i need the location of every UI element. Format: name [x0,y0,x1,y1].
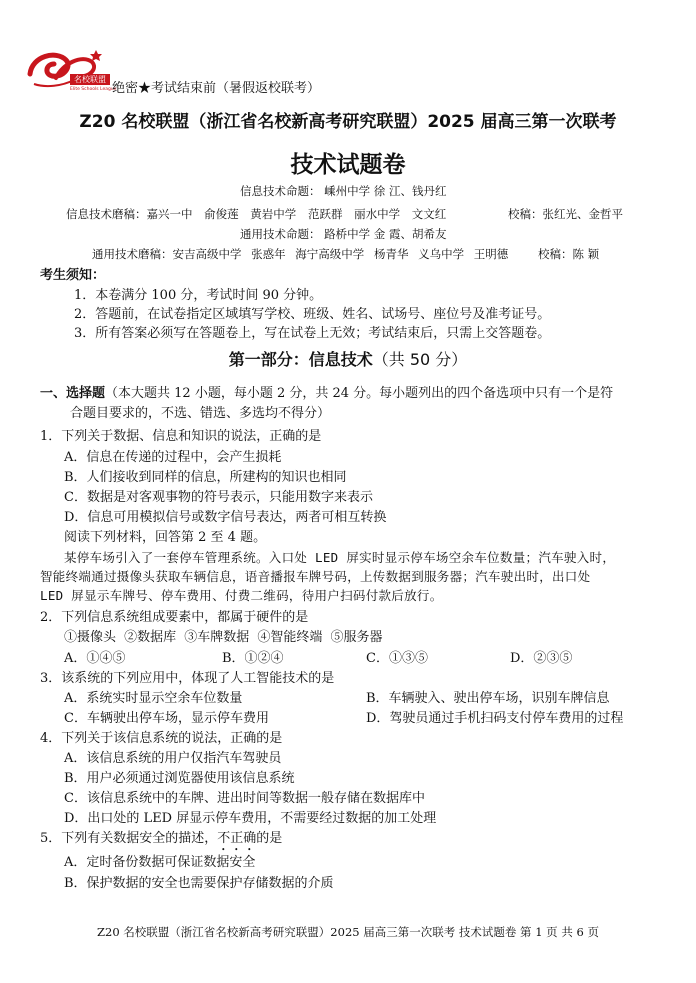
question-4-option-c: C．该信息系统中的车牌、进出时间等数据一般存储在数据库中 [64,791,425,806]
question-3-option-d: D．驾驶员通过手机扫码支付停车费用的过程 [366,711,624,726]
part-heading-desc-cont: 合题目要求的，不选、错选、多选均不得分） [70,406,331,421]
question-4-option-a: A．该信息系统的用户仅指汽车驾驶员 [64,751,282,766]
notice-item: 2．答题前，在试卷指定区域填写学校、班级、姓名、试场号、座位号及准考证号。 [74,307,551,322]
staff-general-review: 通用技术磨稿：安吉高级中学 张惑年 海宁高级中学 杨青华 义乌中学 王明德 [92,247,509,261]
part-heading-label: 一、选择题 [40,386,106,401]
staff-info-proof: 校稿：张红光、金哲平 [508,207,623,221]
staff-info-review: 信息技术磨稿：嘉兴一中 俞俊莲 黄岩中学 范跃群 丽水中学 文文红 [66,207,447,221]
question-5-emphasis: 不正确 [217,831,257,846]
material-paragraph-line: 智能终端通过摄像头获取车辆信息，语音播报车牌号码，上传数据到服务器；汽车驶出时，出口处 [40,569,591,584]
staff-general-author: 通用技术命题： 路桥中学 金 霞、胡希友 [240,227,447,241]
question-3-stem: 3．该系统的下列应用中，体现了人工智能技术的是 [40,671,335,686]
question-4-option-b: B．用户必须通过浏览器使用该信息系统 [64,771,295,786]
logo-text: 名校联盟 [70,74,110,85]
league-logo [26,44,117,96]
question-3-option-c: C．车辆驶出停车场，显示停车费用 [64,711,269,726]
paper-title: 技术试题卷 [290,152,406,178]
question-4-stem: 4．下列关于该信息系统的说法，正确的是 [40,731,283,746]
question-1-option-b: B．人们接收到同样的信息，所建构的知识也相同 [64,470,347,485]
exam-title: Z20 名校联盟（浙江省名校新高考研究联盟）2025 届高三第一次联考 [79,112,617,132]
question-1-stem: 1．下列关于数据、信息和知识的说法，正确的是 [40,429,322,444]
question-1-option-c: C．数据是对客观事物的符号表示，只能用数字来表示 [64,490,373,505]
question-5-stem [40,827,282,854]
question-2-stem: 2．下列信息系统组成要素中，都属于硬件的是 [40,610,309,625]
question-4-option-d: D．出口处的 LED 屏显示停车费用，不需要经过数据的加工处理 [64,811,437,826]
question-5-stem-post: 的是 [256,831,283,846]
question-3-option-a: A．系统实时显示空余车位数量 [64,691,243,706]
part-heading-desc: （本大题共 12 小题，每小题 2 分，共 24 分。每小题列出的四个备选项中只有一个是符 [105,386,614,401]
question-5-option-a: A．定时备份数据可保证数据安全 [64,855,256,870]
question-5-stem-pre: 5．下列有关数据安全的描述， [40,831,218,846]
staff-info-author: 信息技术命题： 嵊州中学 徐 江、钱丹红 [240,184,447,198]
notice-item: 1．本卷满分 100 分，考试时间 90 分钟。 [74,288,323,303]
question-3-option-b: B．车辆驶入、驶出停车场，识别车牌信息 [366,691,610,706]
question-1-option-d: D．信息可用模拟信号或数字信号表达，两者可相互转换 [64,510,387,525]
question-2-option-d: D．②③⑤ [510,651,573,666]
question-2-option-b: B．①②④ [222,651,284,666]
section-score: （共 50 分） [372,350,468,369]
material-paragraph-line: 某停车场引入了一套停车管理系统。入口处 LED 屏实时显示停车场空余车位数量；汽车驶入时， [64,550,616,565]
notice-item: 3．所有答案必须写在答题卷上，写在试卷上无效；考试结束后，只需上交答题卷。 [74,326,551,341]
question-5-option-b: B．保护数据的安全也需要保护存储数据的介质 [64,876,334,891]
section-title-text: 第一部分：信息技术 [228,350,373,369]
logo-subtext: Elite Schools League [70,87,117,92]
question-2-option-c: C．①③⑤ [366,651,428,666]
material-paragraph-line: LED 屏显示车牌号、停车费用、付费二维码，待用户扫码付款后放行。 [40,588,443,603]
page-footer: Z20 名校联盟（浙江省名校新高考研究联盟）2025 届高三第一次联考 技术试题卷 第 1 页 共 6 页 [97,925,599,939]
section-title [0,347,696,370]
confidential-label: 绝密★考试结束前（暑假返校联考） [112,81,321,96]
notice-heading: 考生须知： [40,268,106,283]
question-2-items: ①摄像头 ②数据库 ③车牌数据 ④智能终端 ⑤服务器 [64,630,383,645]
staff-general-proof: 校稿：陈 颖 [538,247,600,261]
question-1-option-a: A．信息在传递的过程中，会产生损耗 [64,450,282,465]
question-2-option-a: A．①④⑤ [64,651,126,666]
part-heading [40,382,613,401]
reading-instruction: 阅读下列材料，回答第 2 至 4 题。 [64,530,267,545]
